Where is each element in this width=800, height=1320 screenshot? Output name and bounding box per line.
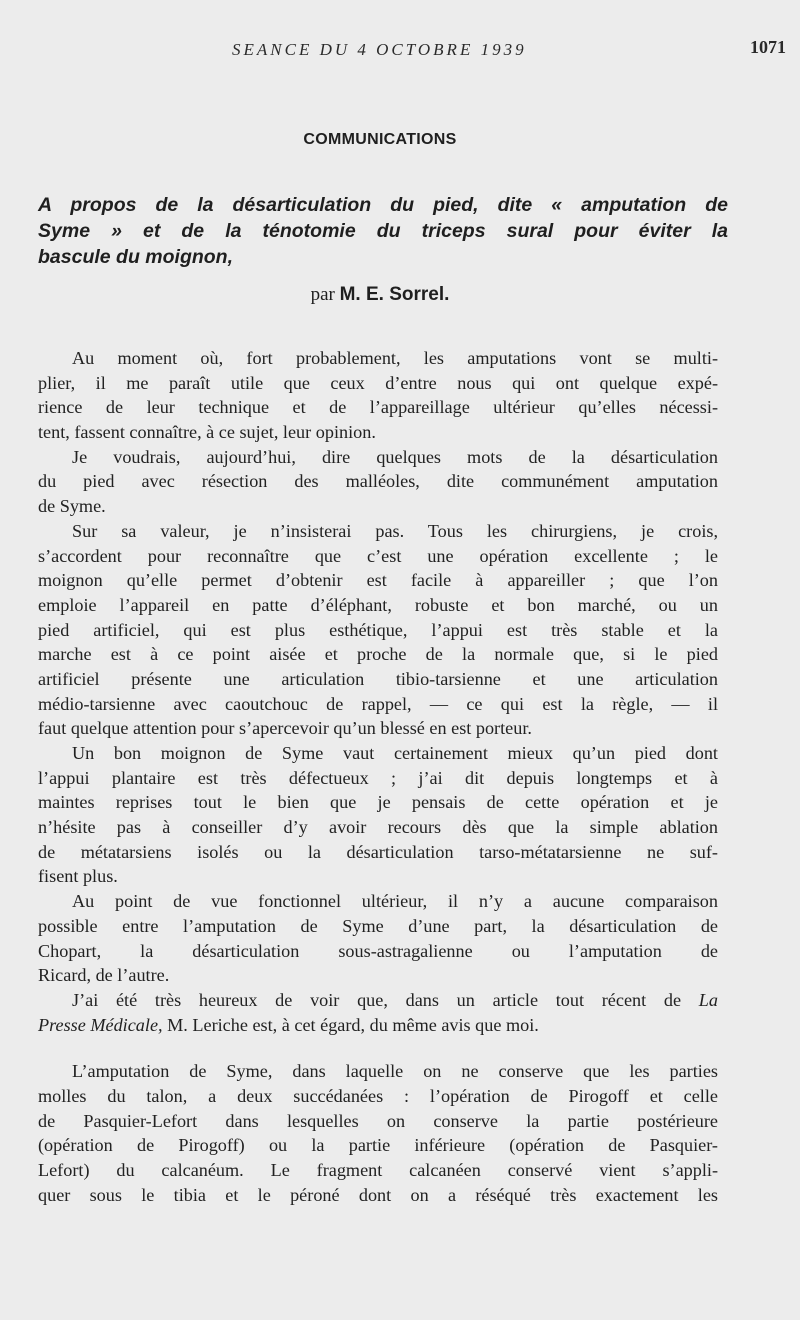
body-text-run: J’ai été très heureux de voir que, dans un article tout récent de bbox=[72, 989, 682, 1010]
body-line: Lefort) du calcanéum. Le fragment calcanéen conservé vient s’appli- bbox=[38, 1160, 718, 1180]
body-line: Sur sa valeur, je n’insisterai pas. Tous les chirurgiens, je crois, bbox=[72, 520, 718, 541]
article-title-line: Syme » et de la ténotomie du triceps sural pour éviter la bbox=[38, 220, 728, 242]
body-line: quer sous le tibia et le péroné dont on a réséqué très exactement les bbox=[38, 1184, 718, 1205]
body-line: médio-tarsienne avec caoutchouc de rappel, — ce qui est la règle, — il bbox=[38, 693, 718, 714]
body-line: moignon qu’elle permet d’obtenir est facile à appareiller ; que l’on bbox=[38, 570, 718, 591]
article-title-line: bascule du moignon, bbox=[38, 246, 234, 268]
article-body bbox=[38, 346, 718, 1207]
body-line: rience de leur technique et de l’appareillage ultérieur qu’elles nécessi- bbox=[38, 397, 718, 418]
article-title bbox=[38, 192, 728, 270]
body-line: molles du talon, a deux succédanées : l’opération de Pirogoff et celle bbox=[38, 1085, 718, 1106]
body-line: pied artificiel, qui est plus esthétique, l’appui est très stable et la bbox=[38, 619, 718, 640]
body-line: l’appui plantaire est très défectueux ; j’ai dit depuis longtemps et à bbox=[38, 767, 718, 788]
body-line: emploie l’appareil en patte d’éléphant, robuste et bon marché, ou un bbox=[38, 594, 718, 615]
body-text-run: M. Leriche est, à cet égard, du même avis que moi. bbox=[167, 1014, 539, 1035]
body-line: plier, il me paraît utile que ceux d’entre nous qui ont quelque expé- bbox=[38, 372, 718, 393]
paragraph-gap bbox=[38, 1037, 718, 1059]
journal-title: La bbox=[698, 989, 719, 1010]
running-header: SEANCE DU 4 OCTOBRE 1939 bbox=[232, 40, 527, 59]
body-line: (opération de Pirogoff) ou la partie inférieure (opération de Pasquier- bbox=[38, 1135, 718, 1156]
body-line: possible entre l’amputation de Syme d’une part, la désarticulation de bbox=[38, 915, 718, 936]
body-line: du pied avec résection des malléoles, dite communément amputation bbox=[38, 471, 718, 492]
body-line: n’hésite pas à conseiller d’y avoir recours dès que la simple ablation bbox=[38, 817, 718, 838]
body-line: tent, fassent connaître, à ce sujet, leur opinion. bbox=[38, 422, 376, 443]
body-line: fisent plus. bbox=[38, 866, 118, 887]
body-line: L’amputation de Syme, dans laquelle on ne conserve que les parties bbox=[72, 1061, 718, 1082]
section-title: COMMUNICATIONS bbox=[303, 131, 457, 148]
body-line: s’accordent pour reconnaître que c’est une opération excellente ; le bbox=[38, 545, 718, 566]
body-line: Au moment où, fort probablement, les amputations vont se multi- bbox=[72, 348, 718, 368]
body-line: faut quelque attention pour s’apercevoir qu’un blessé en est porteur. bbox=[38, 718, 532, 739]
body-line: Chopart, la désarticulation sous-astragalienne ou l’amputation de bbox=[38, 940, 718, 961]
body-line bbox=[38, 988, 718, 1013]
article-title-line: A propos de la désarticulation du pied, dite « amputation de bbox=[38, 194, 728, 216]
body-line: Un bon moignon de Syme vaut certainement mieux qu’un pied dont bbox=[72, 743, 718, 763]
byline bbox=[0, 284, 760, 306]
body-line: de métatarsiens isolés ou la désarticulation tarso-métatarsienne ne suf- bbox=[38, 841, 718, 862]
body-line: maintes reprises tout le bien que je pensais de cette opération et je bbox=[38, 792, 718, 813]
body-line: marche est à ce point aisée et proche de la normale que, si le pied bbox=[38, 644, 718, 665]
body-line: de Syme. bbox=[38, 496, 106, 517]
body-line: artificiel présente une articulation tibio-tarsienne et une articulation bbox=[38, 668, 718, 689]
body-line: Ricard, de l’autre. bbox=[38, 965, 170, 986]
page-number: 1071 bbox=[750, 37, 786, 57]
body-line bbox=[38, 1013, 718, 1038]
journal-title: Presse Médicale, bbox=[38, 1014, 163, 1035]
body-line: Je voudrais, aujourd’hui, dire quelques mots de la désarticulation bbox=[72, 446, 718, 467]
byline-prefix: par bbox=[310, 284, 335, 305]
author-name: M. E. Sorrel. bbox=[339, 284, 450, 305]
body-line: de Pasquier-Lefort dans lesquelles on conserve la partie postérieure bbox=[38, 1110, 718, 1131]
body-line: Au point de vue fonctionnel ultérieur, il n’y a aucune comparaison bbox=[72, 891, 718, 912]
